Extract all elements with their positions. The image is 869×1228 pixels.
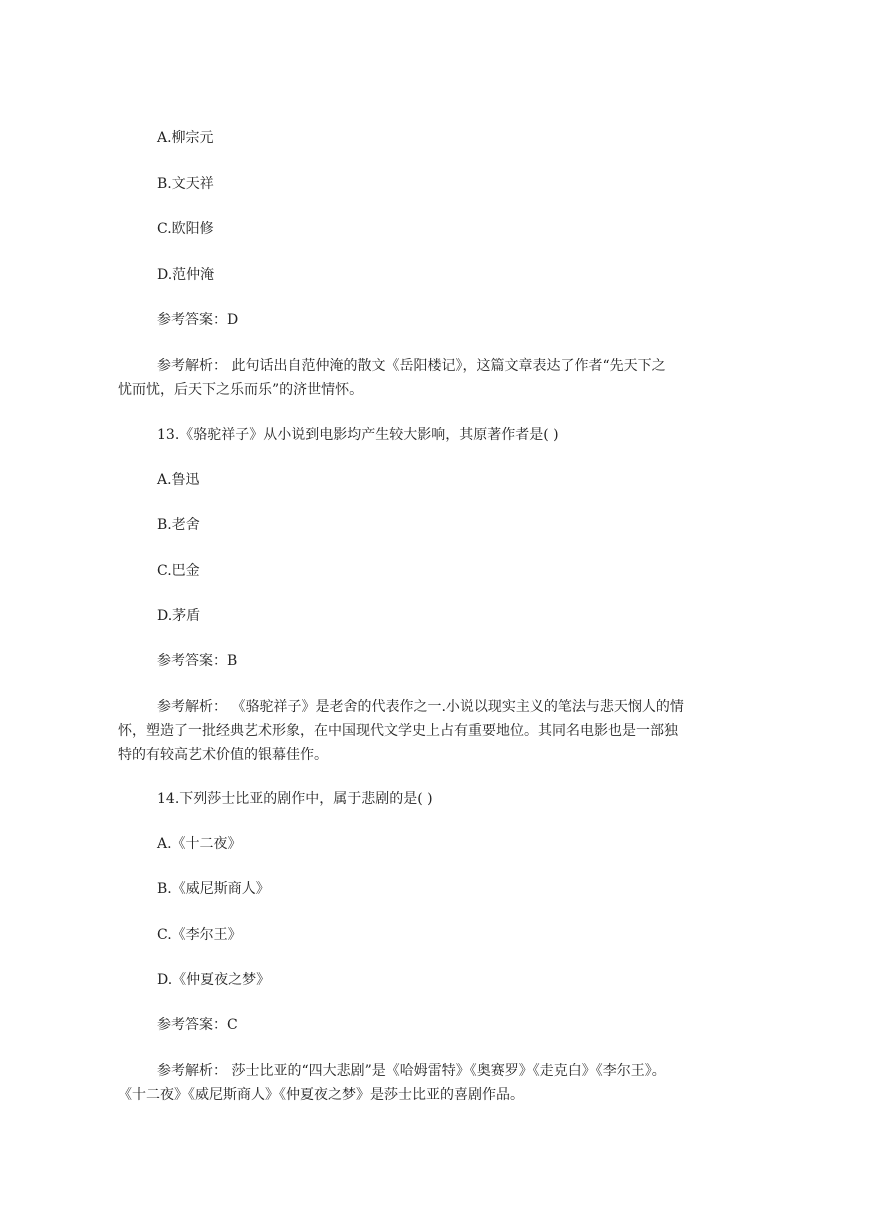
q12-analysis-line1: 参考解析： 此句话出自范仲淹的散文《岳阳楼记》，这篇文章表达了作者“先天下之	[157, 358, 666, 374]
q13-analysis-line3: 特的有较高艺术价值的银幕佳作。	[118, 747, 328, 763]
q14-question: 14.下列莎士比亚的剧作中，属于悲剧的是( )	[157, 791, 433, 807]
q14-analysis-line1: 参考解析： 莎士比亚的“四大悲剧”是《哈姆雷特》《奥赛罗》《走克白》《李尔王》。	[157, 1063, 666, 1079]
q13-option-a: A.鲁迅	[157, 472, 200, 488]
q12-option-b: B.文天祥	[157, 176, 214, 192]
q13-analysis-line1: 参考解析： 《骆驼祥子》是老舍的代表作之一.小说以现实主义的笔法与悲天悯人的情	[157, 699, 684, 715]
q14-answer: 参考答案：C	[157, 1017, 238, 1033]
q13-answer: 参考答案：B	[157, 653, 238, 669]
q12-answer: 参考答案：D	[157, 312, 239, 328]
q14-option-c: C.《李尔王》	[157, 927, 242, 943]
q12-analysis-line2: 忧而忧，后天下之乐而乐”的济世情怀。	[118, 382, 364, 398]
q13-option-b: B.老舍	[157, 517, 200, 533]
q13-question: 13.《骆驼祥子》从小说到电影均产生较大影响，其原著作者是( )	[157, 427, 559, 443]
q14-analysis-line2: 《十二夜》《威尼斯商人》《仲夏夜之梦》是莎士比亚的喜剧作品。	[118, 1087, 524, 1103]
q13-option-c: C.巴金	[157, 563, 200, 579]
q12-option-a: A.柳宗元	[157, 130, 214, 146]
q14-option-a: A.《十二夜》	[157, 836, 242, 852]
q14-option-d: D.《仲夏夜之梦》	[157, 972, 271, 988]
q13-option-d: D.茅盾	[157, 608, 201, 624]
q13-analysis-line2: 怀，塑造了一批经典艺术形象，在中国现代文学史上占有重要地位。其同名电影也是一部独	[118, 723, 678, 739]
q14-option-b: B.《威尼斯商人》	[157, 881, 270, 897]
q12-option-d: D.范仲淹	[157, 267, 215, 283]
q12-option-c: C.欧阳修	[157, 221, 214, 237]
